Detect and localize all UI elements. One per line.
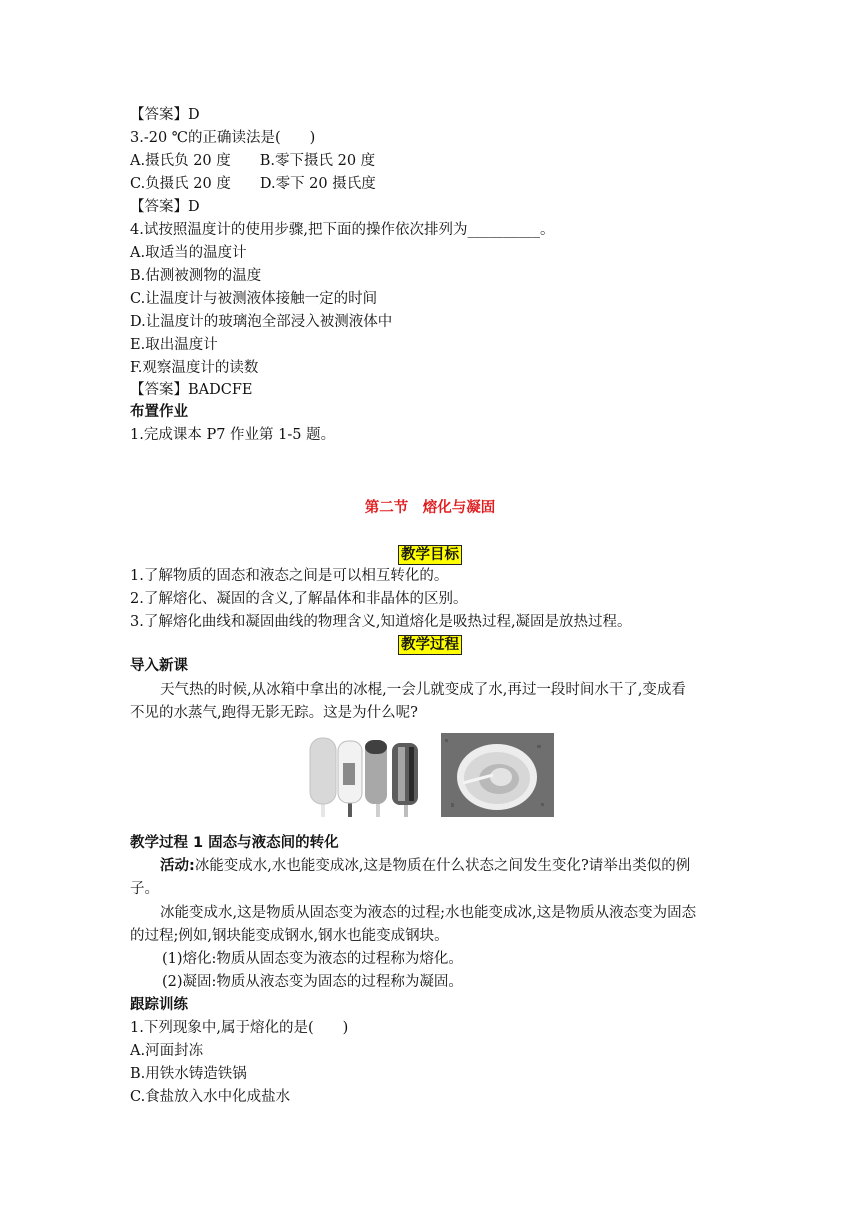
activity-line2: 子。 [130,881,159,897]
homework-heading: 布置作业 [130,404,188,420]
training-option-c: C.食盐放入水中化成盐水 [130,1089,291,1105]
training-question-1: 1.下列现象中,属于熔化的是( ) [130,1020,349,1036]
activity-line1 [160,856,690,876]
activity-text: 冰能变成水,水也能变成冰,这是物质在什么状态之间发生变化?请举出类似的例 [194,858,691,874]
q4-option-e: E.取出温度计 [130,337,218,353]
teaching-goals-label: 教学目标 [398,545,462,565]
answer-q2: 【答案】D [130,107,200,123]
popsicles-image [305,735,433,817]
intro-paragraph-line2: 不见的水蒸气,跑得无影无踪。这是为什么呢? [130,705,418,721]
training-option-b: B.用铁水铸造铁锅 [130,1066,247,1082]
goal-2: 2.了解熔化、凝固的含义,了解晶体和非晶体的区别。 [130,591,468,607]
explanation-line2: 的过程;例如,钢块能变成钢水,钢水也能变成钢块。 [130,928,449,944]
activity-label: 活动: [160,858,195,874]
q3-options-ab: A.摄氏负 20 度 B.零下摄氏 20 度 [130,153,376,169]
q3-options-cd: C.负摄氏 20 度 D.零下 20 摄氏度 [130,176,376,192]
teaching-process-label: 教学过程 [398,635,462,655]
training-option-a: A.河面封冻 [130,1043,204,1059]
section-title: 第二节 熔化与凝固 [364,500,496,516]
teaching-process-label-box [0,633,860,654]
q4-option-a: A.取适当的温度计 [130,245,247,261]
melted-ice-bowl-image [441,733,554,817]
answer-q3: 【答案】D [130,199,200,215]
definition-melting: (1)熔化:物质从固态变为液态的过程称为熔化。 [162,951,463,967]
q4-option-b: B.估测被测物的温度 [130,268,262,284]
teaching-goals-label-box [0,543,860,564]
answer-q4: 【答案】BADCFE [130,382,253,398]
homework-item-1: 1.完成课本 P7 作业第 1-5 题。 [130,427,336,443]
intro-heading: 导入新课 [130,658,188,674]
question-4: 4.试按照温度计的使用步骤,把下面的操作依次排列为__________。 [130,222,555,238]
definition-solidification: (2)凝固:物质从液态变为固态的过程称为凝固。 [162,974,463,990]
question-3: 3.-20 ℃的正确读法是( ) [130,130,316,146]
q4-option-d: D.让温度计的玻璃泡全部浸入被测液体中 [130,314,393,330]
training-heading: 跟踪训练 [130,997,188,1013]
process-1-heading: 教学过程 1 固态与液态间的转化 [130,835,339,851]
explanation-line1: 冰能变成水,这是物质从固态变为液态的过程;水也能变成冰,这是物质从液态变为固态 [160,905,697,921]
goal-1: 1.了解物质的固态和液态之间是可以相互转化的。 [130,568,449,584]
q4-option-f: F.观察温度计的读数 [130,360,259,376]
q4-option-c: C.让温度计与被测液体接触一定的时间 [130,291,378,307]
goal-3: 3.了解熔化曲线和凝固曲线的物理含义,知道熔化是吸热过程,凝固是放热过程。 [130,614,632,630]
intro-paragraph-line1: 天气热的时候,从冰箱中拿出的冰棍,一会儿就变成了水,再过一段时间水干了,变成看 [160,682,686,698]
